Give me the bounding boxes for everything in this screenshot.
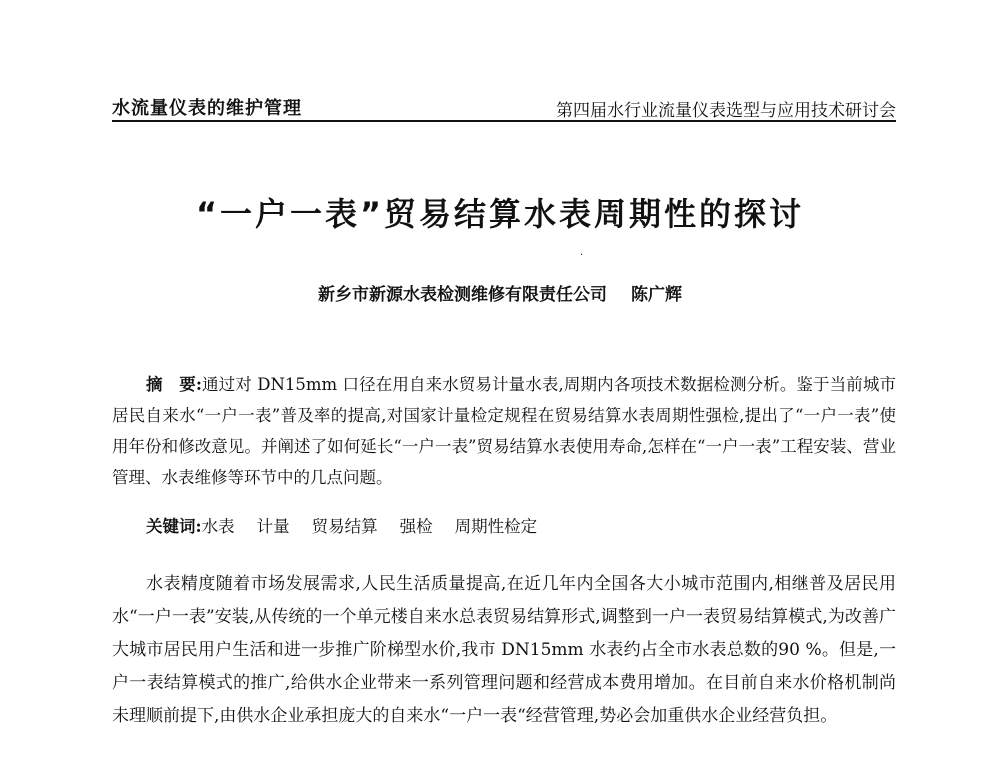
abstract-label: 摘 要: (146, 375, 202, 394)
speck-dot: · (580, 250, 584, 261)
keywords (146, 511, 930, 542)
abstract-text: 通过对 DN15mm 口径在用自来水贸易计量水表,周期内各项技术数据检测分析。鉴于当前城市居民自来水“一户一表”普及率的提高,对国家计量检定规程在贸易结算水表周期性强检,提出了“一户一表”使用年份和修改意见。并阐述了如何延长“一户一表”贸易结算水表使用寿命,怎样在“一户一表”工程安装、营业管理、水表维修等环节中的几点问题。 (112, 375, 896, 487)
header-conference-name: 第四届水行业流量仪表选型与应用技术研讨会 (556, 101, 896, 121)
author-name: 陈广辉 (631, 285, 682, 305)
keywords-label: 关键词: (146, 517, 202, 536)
body-paragraph: 水表精度随着市场发展需求,人民生活质量提高,在近几年内全国各大小城市范围内,相继普及居民用水“一户一表”安装,从传统的一个单元楼自来水总表贸易结算形式,调整到一户一表贸易结算模式,为改善广大城市居民用户生活和进一步推广阶梯型水价,我市 DN15mm 水表约占全市水表总数的90 %。但是,一户一表结算模式的推广,给供水企业带来一系列管理问题和经营成本费用增加。在目前自来水价格机制尚未理顺前提下,由供水企业承担庞大的自来水“一户一表“经营管理,势必会加重供水企业经营负担。 (112, 574, 896, 726)
keyword: 周期性检定 (454, 517, 538, 536)
paper-title: “一户一表”贸易结算水表周期性的探讨 (195, 195, 805, 233)
keyword: 计量 (256, 517, 290, 536)
keyword: 贸易结算 (311, 517, 378, 536)
author-line (0, 280, 1000, 305)
keyword: 强检 (399, 517, 433, 536)
abstract (112, 369, 896, 493)
keyword: 水表 (201, 517, 235, 536)
author-organization: 新乡市新源水表检测维修有限责任公司 (318, 285, 607, 305)
header-section-title: 水流量仪表的维护管理 (112, 98, 302, 119)
running-header (112, 94, 896, 122)
